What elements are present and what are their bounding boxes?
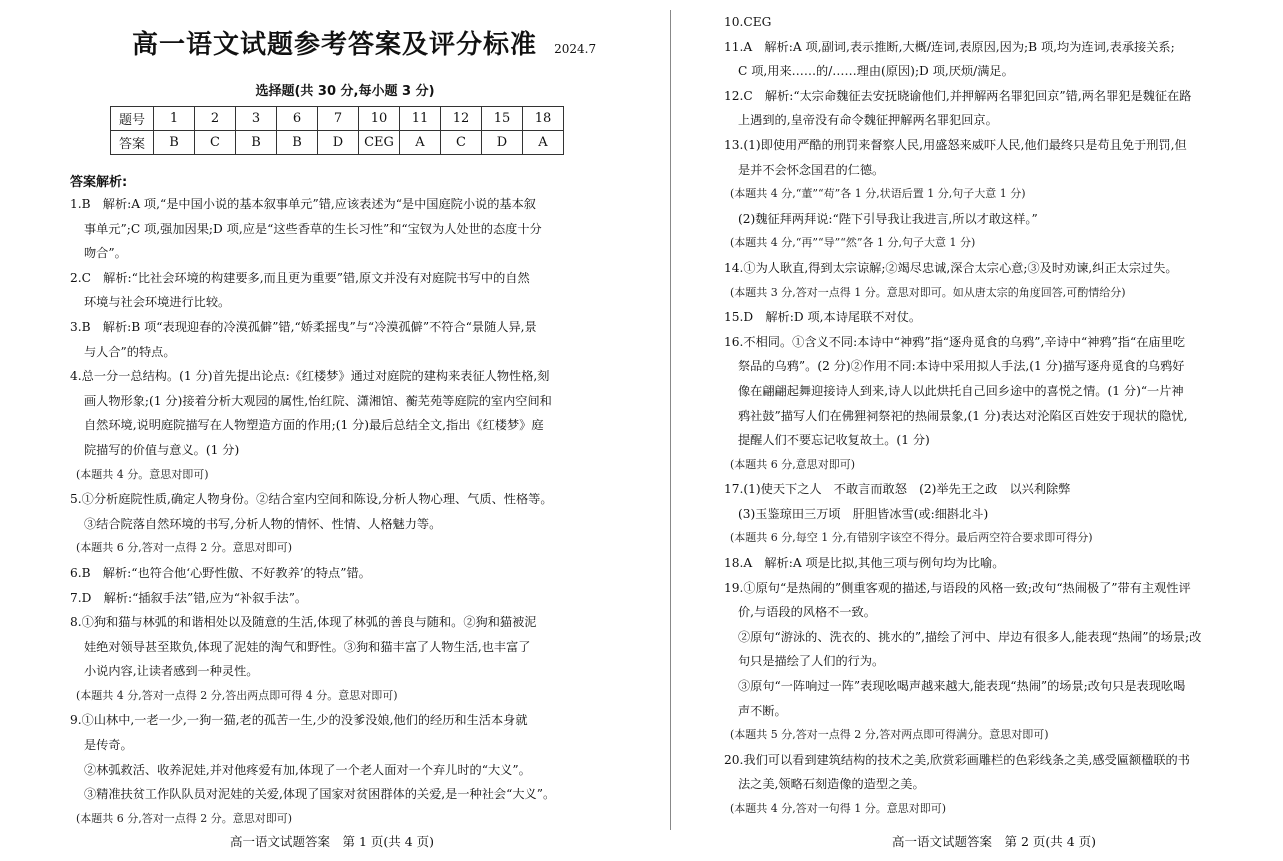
answer-line: (2)魏征拜两拜说:“陛下引导我让我进言,所以才敢这样。” [738, 211, 1038, 226]
question-number: 2 [195, 107, 236, 131]
exam-date: 2024.7 [554, 42, 597, 56]
scoring-note: (本题共 4 分,答对一句得 1 分。意思对即可) [730, 802, 947, 815]
answer-item: 6.B 解析:“也符合他‘心野性傲、不好教养’的特点”错。 [70, 565, 371, 580]
answer-line: 像在翩翩起舞迎接诗人到来,诗人以此烘托自己回乡途中的喜悦之情。(1 分)“一片神 [738, 383, 1184, 398]
answer-item: 19.①原句“是热闹的”侧重客观的描述,与语段的风格一致;改句“热闹极了”带有主观性评 [724, 580, 1191, 595]
answer-line: ②原句“游泳的、洗衣的、挑水的”,描绘了河中、岸边有很多人,能表现“热闹”的场景;改 [738, 629, 1202, 644]
answer-line: 院描写的价值与意义。(1 分) [84, 442, 240, 457]
answer-line: 环境与社会环境进行比较。 [84, 295, 231, 310]
answer-line: 自然环境,说明庭院描写在人物塑造方面的作用;(1 分)最后总结全文,指出《红楼梦》庭 [84, 418, 544, 433]
answer-line: 事单元”;C 项,强加因果;D 项,应是“这些香草的生长习性”和“宝钗为人处世的态度十分 [84, 221, 542, 236]
page-divider [670, 10, 671, 830]
scoring-note: (本题共 6 分,答对一点得 2 分。意思对即可) [76, 811, 293, 825]
answer-item: 1.B 解析:A 项,“是中国小说的基本叙事单元”错,应该表述为“是中国庭院小说的基本叙 [70, 197, 536, 211]
page-title: 高一语文试题参考答案及评分标准 [132, 30, 538, 60]
answer-item: 2.C 解析:“比社会环境的构建要多,而且更为重要”错,原文并没有对庭院书写中的自然 [70, 270, 530, 285]
answer-cell: B [154, 131, 195, 155]
analysis-heading: 答案解析: [70, 175, 128, 190]
answer-item: 9.①山林中,一老一少,一狗一猫,老的孤苦一生,少的没爹没娘,他们的经历和生活本身就 [70, 713, 528, 728]
question-number: 1 [154, 107, 195, 131]
answer-line: 价,与语段的风格不一致。 [738, 605, 876, 620]
answer-cell: CEG [359, 131, 400, 155]
answer-cell: D [482, 131, 523, 155]
answer-line: 上遇到的,皇帝没有命令魏征押解两名罪犯回京。 [738, 113, 998, 128]
answer-item: 14.①为人耿直,得到太宗谅解;②竭尽忠诚,深合太宗心意;③及时劝谏,纠正太宗过失。 [724, 260, 1178, 275]
scoring-note: (本题共 4 分。意思对即可) [76, 467, 209, 481]
answer-item: 11.A 解析:A 项,副词,表示推断,大概/连词,表原因,因为;B 项,均为连词,表承接关系; [724, 39, 1175, 54]
answer-line: 是并不会怀念国君的仁德。 [738, 162, 885, 177]
answer-line: 提醒人们不要忘记收复故土。(1 分) [738, 433, 930, 448]
footer-page-2: 高一语文试题答案 第 2 页(共 4 页) [892, 834, 1097, 849]
answer-line: 句只是描绘了人们的行为。 [738, 654, 885, 669]
answer-item: 3.B 解析:B 项“表现迎春的冷漠孤僻”错,“娇柔摇曳”与“冷漠孤僻”不符合“景随人异,景 [70, 319, 537, 334]
answer-item: 16.不相同。①含义不同:本诗中“神鸦”指“逐舟觅食的乌鸦”,辛诗中“神鸦”指“在庙里吃 [724, 334, 1185, 349]
answer-cell: B [236, 131, 277, 155]
answer-item: 5.①分析庭院性质,确定人物身份。②结合室内空间和陈设,分析人物心理、气质、性格等。 [70, 492, 553, 507]
scoring-note: (本题共 3 分,答对一点得 1 分。意思对即可。如从唐太宗的角度回答,可酌情给分) [730, 285, 1126, 299]
answer-cell: C [441, 131, 482, 155]
answer-cell: B [277, 131, 318, 155]
answer-line: 与人合”的特点。 [84, 344, 176, 359]
answer-table [110, 106, 564, 155]
answer-line: ③原句“一阵响过一阵”表现吆喝声越来越大,能表现“热闹”的场景;改句只是表现吆喝 [738, 679, 1186, 694]
scoring-note: (本题共 4 分,“再”“导”“然”各 1 分,句子大意 1 分) [730, 236, 976, 250]
answer-line: ②林弧救活、收养泥娃,并对他疼爱有加,体现了一个老人面对一个弃儿时的“大义”。 [84, 762, 531, 777]
answer-line: 声不断。 [738, 703, 787, 718]
answer-item: 20.我们可以看到建筑结构的技术之美,欣赏彩画雕栏的色彩线条之美,感受匾额楹联的书 [724, 752, 1190, 767]
question-number: 15 [482, 107, 523, 131]
left-answer-list [70, 192, 620, 831]
scoring-note: (本题共 6 分,答对一点得 2 分。意思对即可) [76, 541, 293, 555]
answer-line: 吻合”。 [84, 246, 127, 261]
scoring-note: (本题共 5 分,答对一点得 2 分,答对两点即可得满分。意思对即可) [730, 728, 1049, 742]
question-number: 10 [359, 107, 400, 131]
row-label-answer: 答案 [111, 131, 154, 155]
question-number: 3 [236, 107, 277, 131]
answer-item: 7.D 解析:“插叙手法”错,应为“补叙手法”。 [70, 590, 308, 605]
answer-line: (3)玉鉴琼田三万顷 肝胆皆冰雪(或:细斟北斗) [738, 506, 989, 521]
answer-cell: A [400, 131, 441, 155]
answer-cell: D [318, 131, 359, 155]
answer-line: 娃绝对领导甚至欺负,体现了泥娃的淘气和野性。③狗和猫丰富了人物生活,也丰富了 [84, 639, 531, 654]
choice-section-title: 选择题(共 30 分,每小题 3 分) [255, 84, 435, 99]
answer-cell: A [523, 131, 564, 155]
answer-line: ③结合院落自然环境的书写,分析人物的情怀、性情、人格魅力等。 [84, 516, 442, 531]
scoring-note: (本题共 4 分,答对一点得 2 分,答出两点即可得 4 分。意思对即可) [76, 688, 398, 702]
scoring-note: (本题共 6 分,每空 1 分,有错别字该空不得分。最后两空符合要求即可得分) [730, 531, 1093, 545]
answer-item: 12.C 解析:“太宗命魏征去安抚晓谕他们,并押解两名罪犯回京”错,两名罪犯是魏征在路 [724, 88, 1192, 103]
row-label-number: 题号 [111, 107, 154, 131]
title-block [132, 24, 692, 61]
scoring-note: (本题共 6 分,意思对即可) [730, 457, 856, 471]
answer-line: C 项,用来……的/……理由(原因);D 项,厌烦/满足。 [738, 64, 1014, 79]
answer-item: 13.(1)即使用严酷的刑罚来督察人民,用盛怒来威吓人民,他们最终只是苟且免于刑罚,但 [724, 137, 1187, 152]
answer-item: 15.D 解析:D 项,本诗尾联不对仗。 [724, 310, 922, 325]
answer-item: 4.总一分一总结构。(1 分)首先提出论点:《红楼梦》通过对庭院的建构来表征人物性格,刻 [70, 369, 550, 384]
answer-line: 鸦社鼓”描写人们在佛狸祠祭祀的热闹景象,(1 分)表达对沦陷区百姓安于现状的隐忧, [738, 408, 1188, 423]
answer-line: 画人物形象;(1 分)接着分析大观园的属性,怡红院、潇湘馆、蘅芜苑等庭院的室内空间和 [84, 393, 552, 408]
answer-item: 18.A 解析:A 项是比拟,其他三项与例句均为比喻。 [724, 556, 1005, 571]
answer-line: ③精准扶贫工作队队员对泥娃的关爱,体现了国家对贫困群体的关爱,是一种社会“大义”。 [84, 787, 556, 802]
answer-line: 小说内容,让读者感到一种灵性。 [84, 664, 259, 679]
answer-line: 是传奇。 [84, 738, 133, 753]
answer-item: 10.CEG [724, 15, 772, 29]
question-number-row [111, 107, 564, 131]
answer-line: 祭品的乌鸦”。(2 分)②作用不同:本诗中采用拟人手法,(1 分)描写逐舟觅食的乌鸦好 [738, 359, 1185, 374]
question-number: 6 [277, 107, 318, 131]
question-number: 18 [523, 107, 564, 131]
scoring-note: (本题共 4 分,“董”“苟”各 1 分,状语后置 1 分,句子大意 1 分) [730, 187, 1026, 201]
question-number: 11 [400, 107, 441, 131]
question-number: 12 [441, 107, 482, 131]
answer-row [111, 131, 564, 155]
answer-line: 法之美,领略石刻造像的造型之美。 [738, 777, 925, 792]
right-answer-list [724, 10, 1270, 822]
footer-page-1: 高一语文试题答案 第 1 页(共 4 页) [230, 834, 435, 849]
answer-item: 8.①狗和猫与林弧的和谐相处以及随意的生活,体现了林弧的善良与随和。②狗和猫被泥 [70, 615, 537, 630]
answer-item: 17.(1)使天下之人 不敢言而敢怒 (2)举先王之政 以兴利除弊 [724, 482, 1071, 497]
question-number: 7 [318, 107, 359, 131]
answer-cell: C [195, 131, 236, 155]
